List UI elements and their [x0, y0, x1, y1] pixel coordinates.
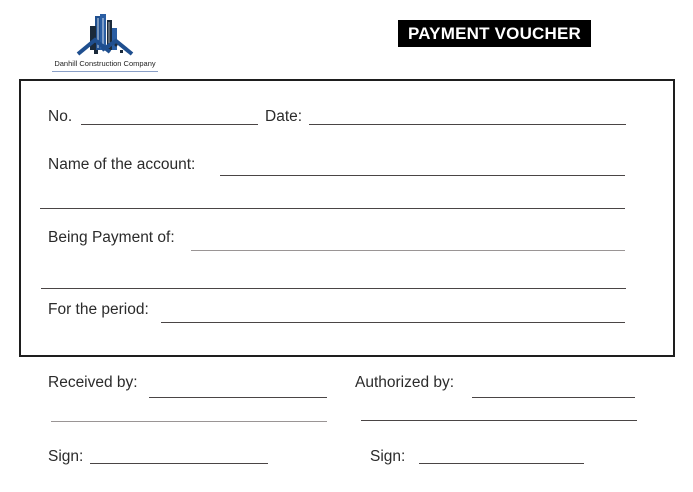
authorized-by-label: Authorized by: [355, 374, 455, 391]
no-label: No. [48, 108, 73, 125]
voucher-title: PAYMENT VOUCHER [398, 20, 591, 47]
date-field-line[interactable] [309, 124, 626, 125]
sign-left-label: Sign: [48, 448, 84, 465]
payment-field-line-2[interactable] [41, 288, 626, 289]
building-house-logo-icon [50, 12, 160, 60]
payment-field-line[interactable] [191, 250, 625, 251]
period-label: For the period: [48, 301, 149, 318]
authorized-by-field-line-2[interactable] [361, 420, 637, 421]
company-logo [50, 12, 160, 74]
sign-right-label: Sign: [370, 448, 406, 465]
no-field-line[interactable] [81, 124, 258, 125]
authorized-by-field-line[interactable] [472, 397, 635, 398]
account-field-line-2[interactable] [40, 208, 625, 209]
account-label: Name of the account: [48, 156, 196, 173]
account-field-line[interactable] [220, 175, 625, 176]
company-name: Danhill Construction Company [54, 59, 156, 68]
payment-label: Being Payment of: [48, 229, 175, 246]
date-label: Date: [265, 108, 303, 125]
received-by-label: Received by: [48, 374, 138, 391]
logo-underline [52, 71, 158, 72]
sign-left-field-line[interactable] [90, 463, 268, 464]
period-field-line[interactable] [161, 322, 625, 323]
received-by-field-line-2[interactable] [51, 421, 327, 422]
received-by-field-line[interactable] [149, 397, 327, 398]
sign-right-field-line[interactable] [419, 463, 584, 464]
